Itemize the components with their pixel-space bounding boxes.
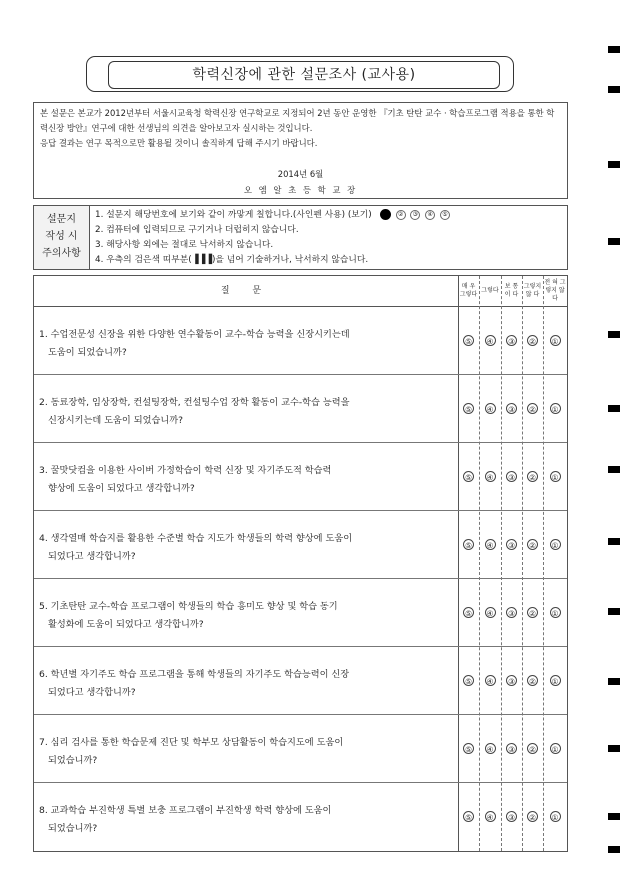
question-text — [39, 598, 449, 634]
example-bubble: ④ — [425, 210, 435, 220]
example-bubble: ③ — [410, 210, 420, 220]
example-bubble: ⑤ — [440, 210, 450, 220]
answer-bubble[interactable]: ③ — [506, 607, 517, 618]
omr-timing-mark — [608, 331, 620, 338]
answer-bubble[interactable]: ② — [527, 607, 538, 618]
notice-item — [95, 208, 563, 223]
answer-bubble[interactable]: ③ — [506, 743, 517, 754]
question-line: 활성화에 도움이 되었다고 생각합니까? — [48, 619, 204, 630]
omr-timing-mark — [608, 745, 620, 752]
question-row — [34, 306, 567, 375]
question-row — [34, 510, 567, 579]
example-bubble: ② — [396, 210, 406, 220]
answer-bubble[interactable]: ① — [550, 675, 561, 686]
answer-bubble[interactable]: ⑤ — [463, 403, 474, 414]
answer-bubble[interactable]: ⑤ — [463, 811, 474, 822]
question-line: 되었습니까? — [48, 755, 98, 766]
answer-bubble[interactable]: ① — [550, 811, 561, 822]
question-row — [34, 374, 567, 443]
answer-bubble[interactable]: ② — [527, 539, 538, 550]
question-text — [39, 394, 449, 430]
answer-bubble[interactable]: ② — [527, 811, 538, 822]
notice-label-line: 주의사항 — [42, 248, 81, 259]
option-header: 그렇지 않 다 — [523, 283, 542, 298]
answer-bubble[interactable]: ④ — [485, 811, 496, 822]
answer-bubble[interactable]: ⑤ — [463, 471, 474, 482]
omr-timing-mark — [608, 86, 620, 93]
notice-label-line: 설문지 — [47, 214, 76, 225]
notice-label-line: 작성 시 — [45, 231, 78, 242]
answer-bubble[interactable]: ④ — [485, 607, 496, 618]
answer-bubble[interactable]: ④ — [485, 471, 496, 482]
answer-bubble[interactable]: ② — [527, 403, 538, 414]
answer-bubble[interactable]: ① — [550, 743, 561, 754]
answer-bubble[interactable]: ① — [550, 539, 561, 550]
answer-bubble[interactable]: ③ — [506, 811, 517, 822]
omr-timing-mark — [608, 538, 620, 545]
answer-bubble[interactable]: ② — [527, 335, 538, 346]
answer-bubble[interactable]: ③ — [506, 471, 517, 482]
answer-bubble[interactable]: ③ — [506, 675, 517, 686]
omr-timing-mark — [608, 161, 620, 168]
question-line: 되었습니까? — [48, 823, 98, 834]
omr-timing-mark — [608, 405, 620, 412]
answer-bubble[interactable]: ④ — [485, 743, 496, 754]
question-text — [39, 530, 449, 566]
question-row — [34, 442, 567, 511]
notice-box — [33, 205, 568, 270]
answer-bubble[interactable]: ③ — [506, 539, 517, 550]
option-header: 그렇다 — [481, 287, 499, 294]
question-line: 향상에 도움이 되었다고 생각합니까? — [48, 483, 195, 494]
answer-bubble[interactable]: ⑤ — [463, 539, 474, 550]
answer-bubble[interactable]: ① — [550, 403, 561, 414]
question-line: 5. 기초탄탄 교수-학습 프로그램이 학생들의 학습 흥미도 향상 및 학습 동기 — [39, 601, 338, 612]
notice-item: 4. 우측의 검은색 띠부분(▐▐▐)을 넘어 기술하거나, 낙서하지 않습니다. — [95, 255, 369, 265]
answer-bubble[interactable]: ② — [527, 675, 538, 686]
school-name: 오 엠 알 초 등 학 교 장 — [243, 185, 358, 195]
question-line: 3. 꿀맛닷컴을 이용한 사이버 가정학습이 학력 신장 및 자기주도적 학습력 — [39, 465, 332, 476]
option-header: 매 우 그렇다 — [459, 283, 478, 298]
answer-bubble[interactable]: ④ — [485, 335, 496, 346]
intro-paragraph: 본 설문은 본교가 2012년부터 서울시교육청 학력신장 연구학교로 지정되어 2년 동안 운영한 『기초 탄탄 교수 · 학습프로그램 적용을 통한 학력신장 방안』연구에 대한 선생님의 의견을 알아보고자 실시하는 것입니다. 응답 결과는 연구 목적으로만 활용될 것이니 솔직하게 답해 주시기 바랍니다. — [40, 108, 555, 148]
option-header: 전 혀 그렇지 않 다 — [544, 279, 566, 302]
question-text — [39, 734, 449, 770]
answer-bubble[interactable]: ⑤ — [463, 743, 474, 754]
answer-bubble[interactable]: ① — [550, 607, 561, 618]
question-row — [34, 578, 567, 647]
question-text — [39, 326, 449, 362]
notice-label — [34, 206, 90, 269]
question-row — [34, 714, 567, 783]
answer-bubble[interactable]: ① — [550, 471, 561, 482]
question-row — [34, 646, 567, 715]
answer-bubble[interactable]: ① — [550, 335, 561, 346]
notice-item: 3. 해당사항 외에는 절대로 낙서하지 않습니다. — [95, 240, 274, 250]
answer-bubble[interactable]: ④ — [485, 675, 496, 686]
question-line: 6. 학년별 자기주도 학습 프로그램을 통해 학생들의 자기주도 학습능력이 신장 — [39, 669, 350, 680]
survey-date: 2014년 6월 — [277, 169, 324, 179]
example-bullets — [378, 208, 450, 223]
question-text — [39, 462, 449, 498]
answer-bubble[interactable]: ④ — [485, 403, 496, 414]
question-line: 1. 수업전문성 신장을 위한 다양한 연수활동이 교수-학습 능력을 신장시키는데 — [39, 329, 350, 340]
question-line: 2. 동료장학, 임상장학, 컨설팅장학, 컨설팅수업 장학 활동이 교수-학습 능력을 — [39, 397, 350, 408]
question-line: 신장시키는데 도움이 되었습니까? — [48, 415, 183, 426]
option-header: 보 통 이 다 — [504, 283, 519, 298]
answer-bubble[interactable]: ③ — [506, 335, 517, 346]
question-line: 도움이 되었습니까? — [48, 347, 127, 358]
answer-bubble[interactable]: ⑤ — [463, 607, 474, 618]
question-header: 질 문 — [220, 286, 272, 296]
omr-timing-mark — [608, 466, 620, 473]
question-line: 되었다고 생각합니까? — [48, 551, 136, 562]
intro-box — [33, 102, 568, 199]
question-line: 8. 교과학습 부진학생 특별 보충 프로그램이 부진학생 학력 향상에 도움이 — [39, 805, 332, 816]
omr-timing-mark — [608, 813, 620, 820]
notice-item: 2. 컴퓨터에 입력되므로 구기거나 더럽히지 않습니다. — [95, 225, 299, 235]
omr-timing-mark — [608, 678, 620, 685]
answer-bubble[interactable]: ③ — [506, 403, 517, 414]
omr-timing-mark — [608, 238, 620, 245]
answer-bubble[interactable]: ② — [527, 743, 538, 754]
question-line: 4. 생각열매 학습지를 활용한 수준별 학습 지도가 학생들의 학력 향상에 도움이 — [39, 533, 353, 544]
answer-bubble[interactable]: ② — [527, 471, 538, 482]
question-text — [39, 802, 449, 838]
notice-items — [95, 208, 563, 268]
omr-timing-mark — [608, 846, 620, 853]
question-text — [39, 666, 449, 702]
omr-timing-mark — [608, 46, 620, 53]
question-row — [34, 782, 567, 850]
notice-item-text: 1. 설문지 해당번호에 보기와 같이 까맣게 칠합니다.(사인펜 사용) (보기) — [95, 210, 372, 220]
answer-bubble[interactable]: ⑤ — [463, 335, 474, 346]
filled-bubble-icon — [380, 209, 391, 220]
question-line: 되었다고 생각합니까? — [48, 687, 136, 698]
survey-table — [33, 275, 568, 852]
page-title: 학력신장에 관한 설문조사 (교사용) — [108, 61, 500, 89]
question-line: 7. 심리 검사를 통한 학습문제 진단 및 학부모 상담활동이 학습지도에 도움이 — [39, 737, 344, 748]
answer-bubble[interactable]: ④ — [485, 539, 496, 550]
omr-timing-mark — [608, 608, 620, 615]
answer-bubble[interactable]: ⑤ — [463, 675, 474, 686]
